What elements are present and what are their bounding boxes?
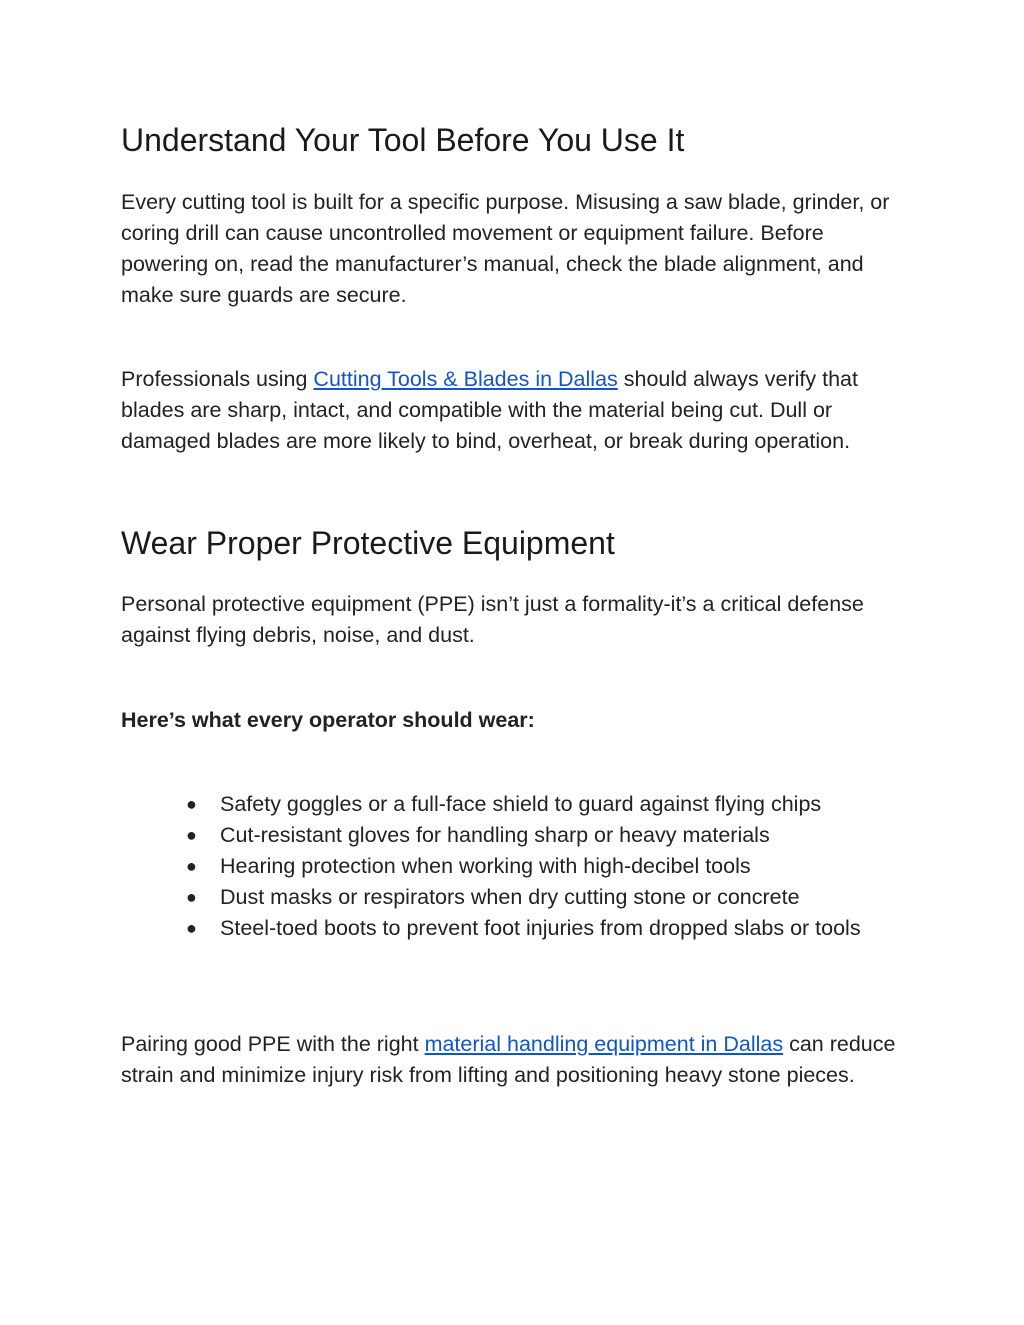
list-item <box>186 789 886 820</box>
list-item-text: Dust masks or respirators when dry cutting stone or concrete <box>220 885 800 909</box>
list-item-text: Cut-resistant gloves for handling sharp or heavy materials <box>220 823 770 847</box>
list-item <box>186 882 886 913</box>
bullet-icon: ● <box>186 825 197 845</box>
list-item <box>186 820 886 851</box>
bullet-icon: ● <box>186 856 197 876</box>
paragraph-tool-purpose: Every cutting tool is built for a specific purpose. Misusing a saw blade, grinder, or coring drill can cause uncontrolled movement or equipment failure. Before powering on, read the manufacturer’s manual, check the blade alignment, and make sure guards are secure. <box>121 190 890 307</box>
list-item <box>186 913 886 944</box>
bullet-icon: ● <box>186 918 197 938</box>
list-item <box>186 851 886 882</box>
paragraph-text: Professionals using <box>121 367 314 391</box>
section-heading-understand-tool: Understand Your Tool Before You Use It <box>121 122 685 158</box>
subheading-operator-wear: Here’s what every operator should wear: <box>121 708 535 732</box>
list-item-text: Safety goggles or a full-face shield to guard against flying chips <box>220 792 822 816</box>
paragraph-text: can reduce strain and minimize injury risk from lifting and positioning heavy stone pieces. <box>121 1032 896 1087</box>
ppe-list <box>186 789 886 944</box>
cutting-tools-link[interactable]: Cutting Tools & Blades in Dallas <box>313 367 618 391</box>
paragraph-professionals <box>121 364 901 457</box>
paragraph-text: Pairing good PPE with the right <box>121 1032 425 1056</box>
bullet-icon: ● <box>186 794 197 814</box>
bullet-icon: ● <box>186 887 197 907</box>
list-item-text: Steel-toed boots to prevent foot injuries from dropped slabs or tools <box>220 916 861 940</box>
paragraph-pairing-ppe <box>121 1029 901 1091</box>
section-heading-protective-equipment: Wear Proper Protective Equipment <box>121 525 615 561</box>
paragraph-ppe-intro: Personal protective equipment (PPE) isn’t just a formality-it’s a critical defense against flying debris, noise, and dust. <box>121 592 864 647</box>
list-item-text: Hearing protection when working with high-decibel tools <box>220 854 751 878</box>
paragraph-text: should always verify that blades are sharp, intact, and compatible with the material being cut. Dull or damaged blades are more likely to bind, overheat, or break during operation. <box>121 367 858 453</box>
material-handling-link[interactable]: material handling equipment in Dallas <box>424 1032 784 1056</box>
